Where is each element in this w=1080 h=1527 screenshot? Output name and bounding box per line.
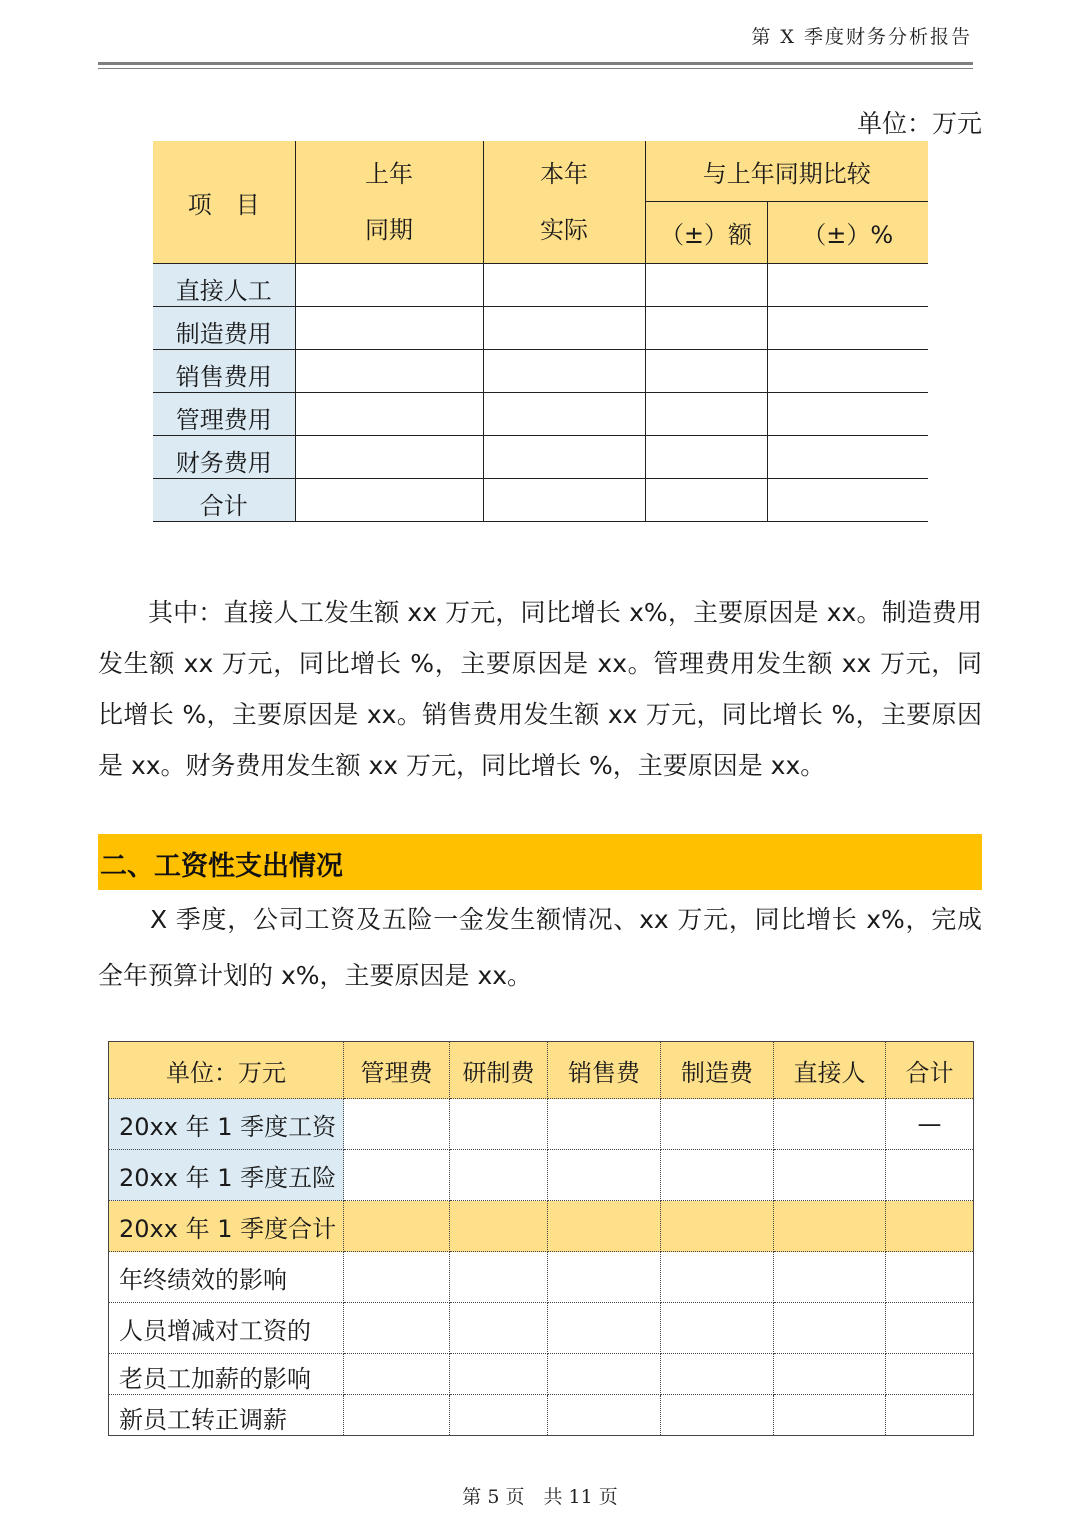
header-rd-fee: 研制费: [450, 1042, 548, 1099]
table-cell: [774, 1099, 886, 1150]
table-cell: [661, 1303, 774, 1354]
header-direct-labor: 直接人: [774, 1042, 886, 1099]
salary-expense-table: [108, 1041, 974, 1436]
table-cell: [767, 264, 928, 307]
table-row: [109, 1303, 974, 1354]
table-cell: [661, 1252, 774, 1303]
row-label: 20xx 年 1 季度合计: [109, 1201, 344, 1252]
table-cell: [295, 436, 483, 479]
table-cell: [483, 350, 645, 393]
table-cell: [767, 350, 928, 393]
table-cell: [645, 350, 767, 393]
header-item: 项 目: [153, 141, 295, 264]
salary-analysis-paragraph: X 季度，公司工资及五险一金发生额情况、xx 万元，同比增长 x%，完成全年预算计划的 x%，主要原因是 xx。: [98, 905, 982, 990]
table-cell: [295, 350, 483, 393]
header-compare-percent: （±）%: [767, 202, 928, 264]
table-row: [109, 1099, 974, 1150]
row-label: 年终绩效的影响: [109, 1252, 344, 1303]
header-rule: [98, 62, 973, 65]
table-cell: [548, 1252, 661, 1303]
table-row: [109, 1252, 974, 1303]
table-cell: [344, 1099, 450, 1150]
row-label: 直接人工: [153, 264, 295, 307]
table-row: [153, 264, 928, 307]
row-label: 人员增减对工资的: [109, 1303, 344, 1354]
table1-unit-label: 单位：万元: [856, 109, 982, 138]
table-cell: [645, 264, 767, 307]
table-row: [109, 1395, 974, 1436]
table-cell: [295, 264, 483, 307]
table-row: [109, 1354, 974, 1395]
table-cell: [661, 1395, 774, 1436]
row-label: 财务费用: [153, 436, 295, 479]
table-cell: [548, 1354, 661, 1395]
header-admin-fee: 管理费: [344, 1042, 450, 1099]
table-cell: [645, 479, 767, 522]
table-cell: [295, 307, 483, 350]
header-this-year: 本年 实际: [483, 141, 645, 264]
header-compare: 与上年同期比较: [645, 141, 928, 202]
table-cell: [344, 1201, 450, 1252]
row-label: 销售费用: [153, 350, 295, 393]
table-cell: [344, 1252, 450, 1303]
row-total: [886, 1303, 974, 1354]
table-cell: [645, 436, 767, 479]
expense-comparison-table: [153, 141, 928, 522]
table-cell: [548, 1150, 661, 1201]
header-rule-thin: [98, 68, 973, 69]
table-cell: [483, 436, 645, 479]
table-cell: [767, 479, 928, 522]
row-label: 20xx 年 1 季度五险: [109, 1150, 344, 1201]
table-cell: [548, 1099, 661, 1150]
header-mfg-fee: 制造费: [661, 1042, 774, 1099]
table-row: [109, 1150, 974, 1201]
table-cell: [450, 1303, 548, 1354]
table-cell: [661, 1099, 774, 1150]
table-cell: [661, 1150, 774, 1201]
header-compare-amount: （±）额: [645, 202, 767, 264]
table-cell: [344, 1303, 450, 1354]
table-cell: [548, 1201, 661, 1252]
expense-analysis-paragraph: 其中：直接人工发生额 xx 万元，同比增长 x%，主要原因是 xx。制造费用发生额 xx 万元，同比增长 %，主要原因是 xx。管理费用发生额 xx 万元，同比增长 %，主要原因是 xx。销售费用发生额 xx 万元，同比增长 %，主要原因是 xx。财务费用发生额 xx 万元，同比增长 %，主要原因是 xx。: [98, 598, 982, 780]
table-cell: [483, 264, 645, 307]
row-label: 新员工转正调薪: [109, 1395, 344, 1436]
table-cell: [450, 1201, 548, 1252]
row-total: [886, 1150, 974, 1201]
table-cell: [344, 1395, 450, 1436]
table-row: [153, 350, 928, 393]
row-label: 制造费用: [153, 307, 295, 350]
row-total: [886, 1252, 974, 1303]
header-last-year: 上年 同期: [295, 141, 483, 264]
header-unit: 单位：万元: [109, 1042, 344, 1099]
table-cell: [661, 1201, 774, 1252]
row-label: 老员工加薪的影响: [109, 1354, 344, 1395]
table-cell: [767, 307, 928, 350]
section-heading: 二、工资性支出情况: [100, 851, 343, 882]
table-cell: [774, 1303, 886, 1354]
row-total: [886, 1395, 974, 1436]
row-label: 20xx 年 1 季度工资: [109, 1099, 344, 1150]
table-cell: [450, 1252, 548, 1303]
table-cell: [344, 1354, 450, 1395]
table-row: [153, 307, 928, 350]
table-cell: [344, 1150, 450, 1201]
table-cell: [774, 1395, 886, 1436]
table-cell: [450, 1099, 548, 1150]
table-cell: [548, 1395, 661, 1436]
table-cell: [450, 1395, 548, 1436]
row-total: [886, 1354, 974, 1395]
page-footer: 第 5 页 共 11 页: [462, 1486, 618, 1508]
table-cell: [767, 393, 928, 436]
table-cell: [483, 479, 645, 522]
row-total: —: [886, 1099, 974, 1150]
table-cell: [774, 1354, 886, 1395]
row-label: 管理费用: [153, 393, 295, 436]
row-total: [886, 1201, 974, 1252]
row-label: 合计: [153, 479, 295, 522]
table-cell: [450, 1354, 548, 1395]
table-cell: [774, 1150, 886, 1201]
table-row: [109, 1201, 974, 1252]
table-row: [153, 436, 928, 479]
table-header-row: [109, 1042, 974, 1099]
table-cell: [645, 307, 767, 350]
table-cell: [450, 1150, 548, 1201]
table-cell: [483, 307, 645, 350]
page-header-title: 第 X 季度财务分析报告: [751, 26, 972, 48]
table-cell: [548, 1303, 661, 1354]
table-row: [153, 393, 928, 436]
table-cell: [767, 436, 928, 479]
header-total: 合计: [886, 1042, 974, 1099]
header-sales-fee: 销售费: [548, 1042, 661, 1099]
table-row: [153, 479, 928, 522]
table-cell: [774, 1252, 886, 1303]
table-cell: [295, 393, 483, 436]
table-cell: [645, 393, 767, 436]
table-cell: [661, 1354, 774, 1395]
table-cell: [295, 479, 483, 522]
table-cell: [774, 1201, 886, 1252]
table-cell: [483, 393, 645, 436]
